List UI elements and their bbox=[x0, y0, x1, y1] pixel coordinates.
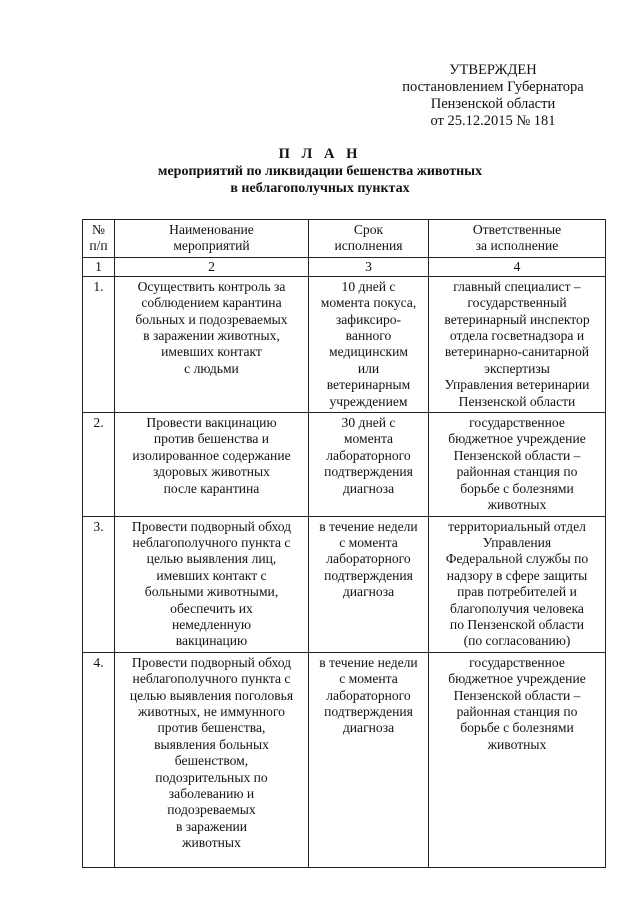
cell-line: государственный bbox=[467, 295, 567, 311]
cell-line: Провести подворный обход bbox=[131, 654, 292, 670]
approval-line-decree: постановлением Губернатора bbox=[402, 79, 584, 95]
cell-line: отдела госветнадзора и bbox=[449, 328, 585, 344]
cell-line: Федеральной службы по bbox=[445, 551, 589, 567]
cell-line: в течение недели bbox=[319, 518, 418, 534]
header-term: Срок исполнения bbox=[309, 220, 429, 258]
cell-line: Пензенской области bbox=[458, 393, 576, 409]
cell-line: животных, не иммунного bbox=[138, 703, 285, 719]
cell-responsible bbox=[429, 276, 606, 412]
cell-line: животных bbox=[487, 497, 547, 513]
cell-name bbox=[115, 413, 309, 516]
cell-line: лабораторного bbox=[326, 447, 411, 463]
cell-line: по Пензенской области bbox=[449, 616, 585, 632]
cell-responsible bbox=[429, 652, 606, 867]
cell-line: с момента bbox=[339, 534, 398, 550]
cell-line: диагноза bbox=[342, 584, 395, 600]
cell-line: немедленную bbox=[171, 616, 251, 632]
title-subtitle-line-2: в неблагополучных пунктах bbox=[230, 181, 410, 196]
cell-line: Пензенской области – bbox=[453, 447, 581, 463]
cell-line: или bbox=[357, 360, 380, 376]
cell-line: целью выявления поголовья bbox=[129, 687, 294, 703]
cell-line: диагноза bbox=[342, 720, 395, 736]
cell-line: ветеринарно-санитарной bbox=[444, 344, 590, 360]
cell-name bbox=[115, 516, 309, 652]
cell-line: (по согласованию) bbox=[463, 633, 571, 649]
cell-line: Провести вакцинацию bbox=[146, 415, 277, 431]
cell-line: больных и подозреваемых bbox=[135, 311, 288, 327]
cell-num: 1. bbox=[83, 276, 115, 412]
cell-num: 2. bbox=[83, 413, 115, 516]
cell-line: Пензенской области – bbox=[453, 687, 581, 703]
cell-line: вакцинацию bbox=[175, 633, 248, 649]
cell-term bbox=[309, 652, 429, 867]
table-row bbox=[83, 652, 606, 867]
column-number: 2 bbox=[115, 257, 309, 276]
cell-line: в заражении bbox=[175, 818, 248, 834]
cell-line: прав потребителей и bbox=[457, 584, 577, 600]
cell-line: районная станция по bbox=[456, 703, 578, 719]
title-subtitle-line-1: мероприятий по ликвидации бешенства животных bbox=[157, 164, 483, 179]
cell-num: 4. bbox=[83, 652, 115, 867]
cell-line: бюджетное учреждение bbox=[448, 431, 586, 447]
cell-line: подозреваемых bbox=[167, 802, 256, 818]
cell-line: бюджетное учреждение bbox=[448, 671, 586, 687]
cell-line: животных bbox=[487, 736, 547, 752]
cell-line: больными животными, bbox=[144, 584, 279, 600]
cell-line: с момента bbox=[339, 671, 398, 687]
cell-term bbox=[309, 413, 429, 516]
cell-line: зафиксиро- bbox=[335, 311, 402, 327]
cell-line: Управления ветеринарии bbox=[444, 377, 590, 393]
column-number: 3 bbox=[309, 257, 429, 276]
plan-table bbox=[82, 219, 606, 868]
cell-line: в течение недели bbox=[319, 654, 418, 670]
cell-line: подтверждения bbox=[324, 703, 413, 719]
table-row bbox=[83, 413, 606, 516]
approval-line-region: Пензенской области bbox=[430, 96, 556, 112]
cell-line: подтверждения bbox=[324, 464, 413, 480]
cell-line: неблагополучного пункта с bbox=[132, 534, 291, 550]
column-number: 1 bbox=[83, 257, 115, 276]
cell-line: целью выявления лиц, bbox=[146, 551, 277, 567]
cell-line: ветеринарный инспектор bbox=[444, 311, 590, 327]
cell-line: государственное bbox=[469, 415, 565, 431]
cell-line: изолированное содержание bbox=[132, 447, 291, 463]
cell-line: соблюдением карантина bbox=[141, 295, 282, 311]
cell-line: неблагополучного пункта с bbox=[132, 671, 291, 687]
cell-line: против бешенства и bbox=[153, 431, 270, 447]
cell-line: районная станция по bbox=[456, 464, 578, 480]
cell-line: 10 дней с bbox=[341, 278, 396, 294]
cell-line: благополучия человека bbox=[450, 600, 584, 616]
header-num: № п/п bbox=[83, 220, 115, 258]
cell-line: надзору в сфере защиты bbox=[446, 567, 588, 583]
cell-responsible bbox=[429, 413, 606, 516]
cell-line: обеспечить их bbox=[170, 600, 253, 616]
cell-line: момента покуса, bbox=[320, 295, 417, 311]
column-number-row bbox=[83, 257, 606, 276]
cell-line: выявления больных bbox=[154, 736, 269, 752]
cell-line: экспертизы bbox=[484, 360, 550, 376]
header-responsible: Ответственные за исполнение bbox=[429, 220, 606, 258]
cell-line: борьбе с болезнями bbox=[460, 720, 574, 736]
cell-line: здоровых животных bbox=[153, 464, 270, 480]
cell-line: Управления bbox=[482, 534, 552, 550]
cell-line: имевших контакт bbox=[161, 344, 262, 360]
cell-responsible bbox=[429, 516, 606, 652]
cell-line: ванного bbox=[345, 328, 392, 344]
cell-line: лабораторного bbox=[326, 551, 411, 567]
title-plan: П Л А Н bbox=[278, 146, 362, 162]
cell-line: лабораторного bbox=[326, 687, 411, 703]
table-row bbox=[83, 516, 606, 652]
cell-num: 3. bbox=[83, 516, 115, 652]
cell-line: бешенством, bbox=[174, 753, 249, 769]
cell-name bbox=[115, 276, 309, 412]
cell-term bbox=[309, 516, 429, 652]
cell-line: главный специалист – bbox=[453, 278, 581, 294]
cell-line: с людьми bbox=[184, 360, 239, 376]
cell-line: государственное bbox=[469, 654, 565, 670]
cell-line: Провести подворный обход bbox=[131, 518, 292, 534]
cell-line: момента bbox=[343, 431, 394, 447]
cell-line: подтверждения bbox=[324, 567, 413, 583]
cell-line: Осуществить контроль за bbox=[137, 278, 286, 294]
cell-line: ветеринарным bbox=[326, 377, 411, 393]
cell-term bbox=[309, 276, 429, 412]
header-name: Наименование мероприятий bbox=[115, 220, 309, 258]
column-number: 4 bbox=[429, 257, 606, 276]
cell-line: в заражении животных, bbox=[143, 328, 280, 344]
cell-name bbox=[115, 652, 309, 867]
cell-line: 30 дней с bbox=[341, 415, 396, 431]
cell-line: после карантина bbox=[163, 480, 260, 496]
cell-line: территориальный отдел bbox=[448, 518, 586, 534]
table-row bbox=[83, 276, 606, 412]
cell-line: диагноза bbox=[342, 480, 395, 496]
cell-line: против бешенства, bbox=[157, 720, 266, 736]
approval-stamp bbox=[388, 62, 598, 130]
cell-line: учреждением bbox=[329, 393, 408, 409]
document-title bbox=[0, 146, 640, 197]
cell-line: имевших контакт с bbox=[156, 567, 267, 583]
cell-line: животных bbox=[182, 835, 241, 851]
approval-line-date: от 25.12.2015 № 181 bbox=[430, 113, 556, 129]
cell-line: борьбе с болезнями bbox=[460, 480, 574, 496]
cell-line: подозрительных по bbox=[155, 769, 268, 785]
cell-line: медицинским bbox=[329, 344, 408, 360]
cell-line: заболеванию и bbox=[168, 786, 255, 801]
approval-line-approved: УТВЕРЖДЕН bbox=[449, 62, 537, 78]
table-header-row bbox=[83, 220, 606, 258]
